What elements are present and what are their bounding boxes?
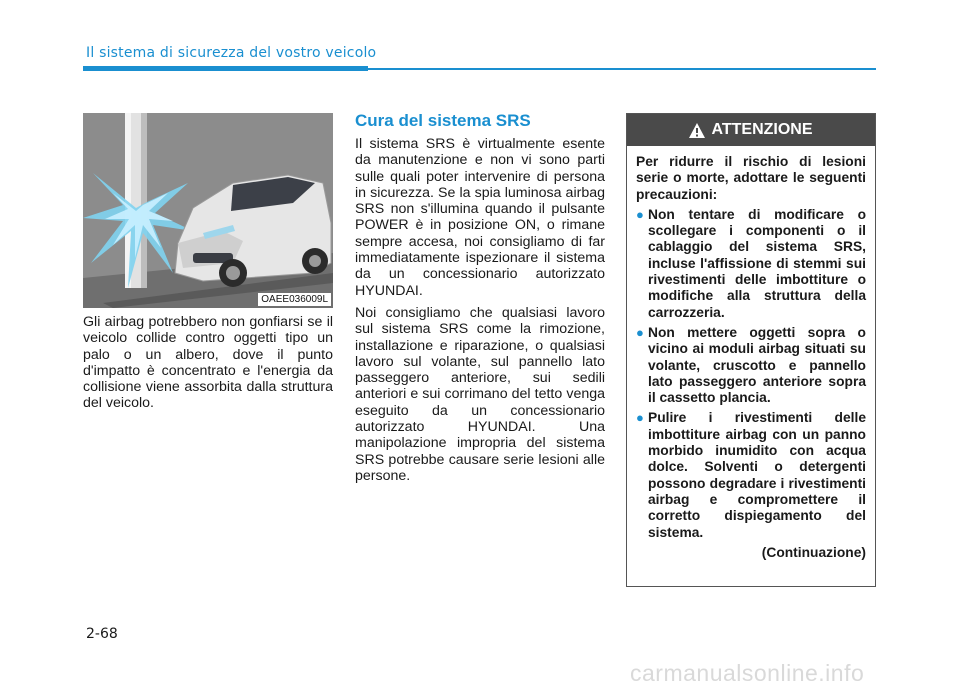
header-rule-thin: [368, 68, 876, 70]
warning-triangle-icon: [689, 123, 705, 138]
watermark: carmanualsonline.info: [630, 660, 865, 686]
warning-intro: Per ridurre il rischio di lesioni serie o morte, adottare le seguenti precauzioni:: [636, 154, 866, 202]
warning-item-text: Pulire i rivestimenti delle imbottiture airbag con un panno morbido inumidito con acqua dolce. Solventi o detergenti possono degradare i rivestimenti airbag e compromettere il corretto dispiegamento del sistema.: [648, 410, 866, 540]
section-title: Il sistema di sicurezza del vostro veicolo: [86, 45, 377, 61]
warning-box: [626, 113, 876, 587]
warning-title: ATTENZIONE: [711, 121, 813, 138]
airbag-collision-note: [83, 314, 333, 418]
header-rule-thick: [83, 66, 368, 71]
page-number: 2-68: [86, 626, 118, 642]
warning-item-text: Non tentare di modificare o scollegare i componenti o il cablaggio del sistema SRS, incluse l'affissione di stemmi sui rivestimenti delle imbottiture o modifiche alla struttura della carrozzeria.: [648, 206, 866, 320]
srs-care-text: [355, 136, 605, 490]
figure-caption: OAEE036009L: [258, 293, 331, 306]
srs-care-heading: Cura del sistema SRS: [355, 111, 531, 130]
warning-body: [627, 146, 875, 561]
srs-paragraph-1: Il sistema SRS è virtualmente esente da manutenzione e non vi sono parti sulle quali poter intervenire di persona in sicurezza. Se la spia luminosa airbag SRS non s'illumina quando il pulsante POWER è in posizione ON, o rimane sempre accesa, noi consigliamo di far immediatamente ispezionare il sistema da un concessionario autorizzato HYUNDAI.: [355, 136, 605, 299]
bullet-icon: ●: [636, 410, 644, 426]
warning-item: [636, 325, 866, 406]
car-collision-drawing: [83, 113, 333, 308]
col1-paragraph: Gli airbag potrebbero non gonfiarsi se il veicolo collide contro oggetti tipo un palo o un albero, dove il punto d'impatto è concentrato e l'energia da collisione viene assorbita dalla struttura del veicolo.: [83, 314, 333, 412]
bullet-icon: ●: [636, 324, 644, 340]
srs-paragraph-2: Noi consigliamo che qualsiasi lavoro sul sistema SRS come la rimozione, installazione e riparazione, o qualsiasi lavoro sul volante, sul pannello lato passeggero anteriore, sui sedili anteriori e sui corrimano del tetto venga eseguito da un concessionario autorizzato HYUNDAI. Una manipolazione impropria del sistema SRS potrebbe causare serie lesioni alle persone.: [355, 304, 605, 484]
bullet-icon: ●: [636, 206, 644, 222]
warning-item: [636, 207, 866, 321]
warning-item-text: Non mettere oggetti sopra o vicino ai moduli airbag situati su volante, cruscotto e pannello lato passeggero anteriore sopra il cassetto plancia.: [648, 324, 866, 406]
car-pole-illustration: [83, 113, 333, 308]
warning-item: [636, 410, 866, 540]
continuation-label: (Continuazione): [761, 544, 866, 560]
warning-list: [636, 207, 866, 541]
warning-header: [627, 114, 875, 146]
